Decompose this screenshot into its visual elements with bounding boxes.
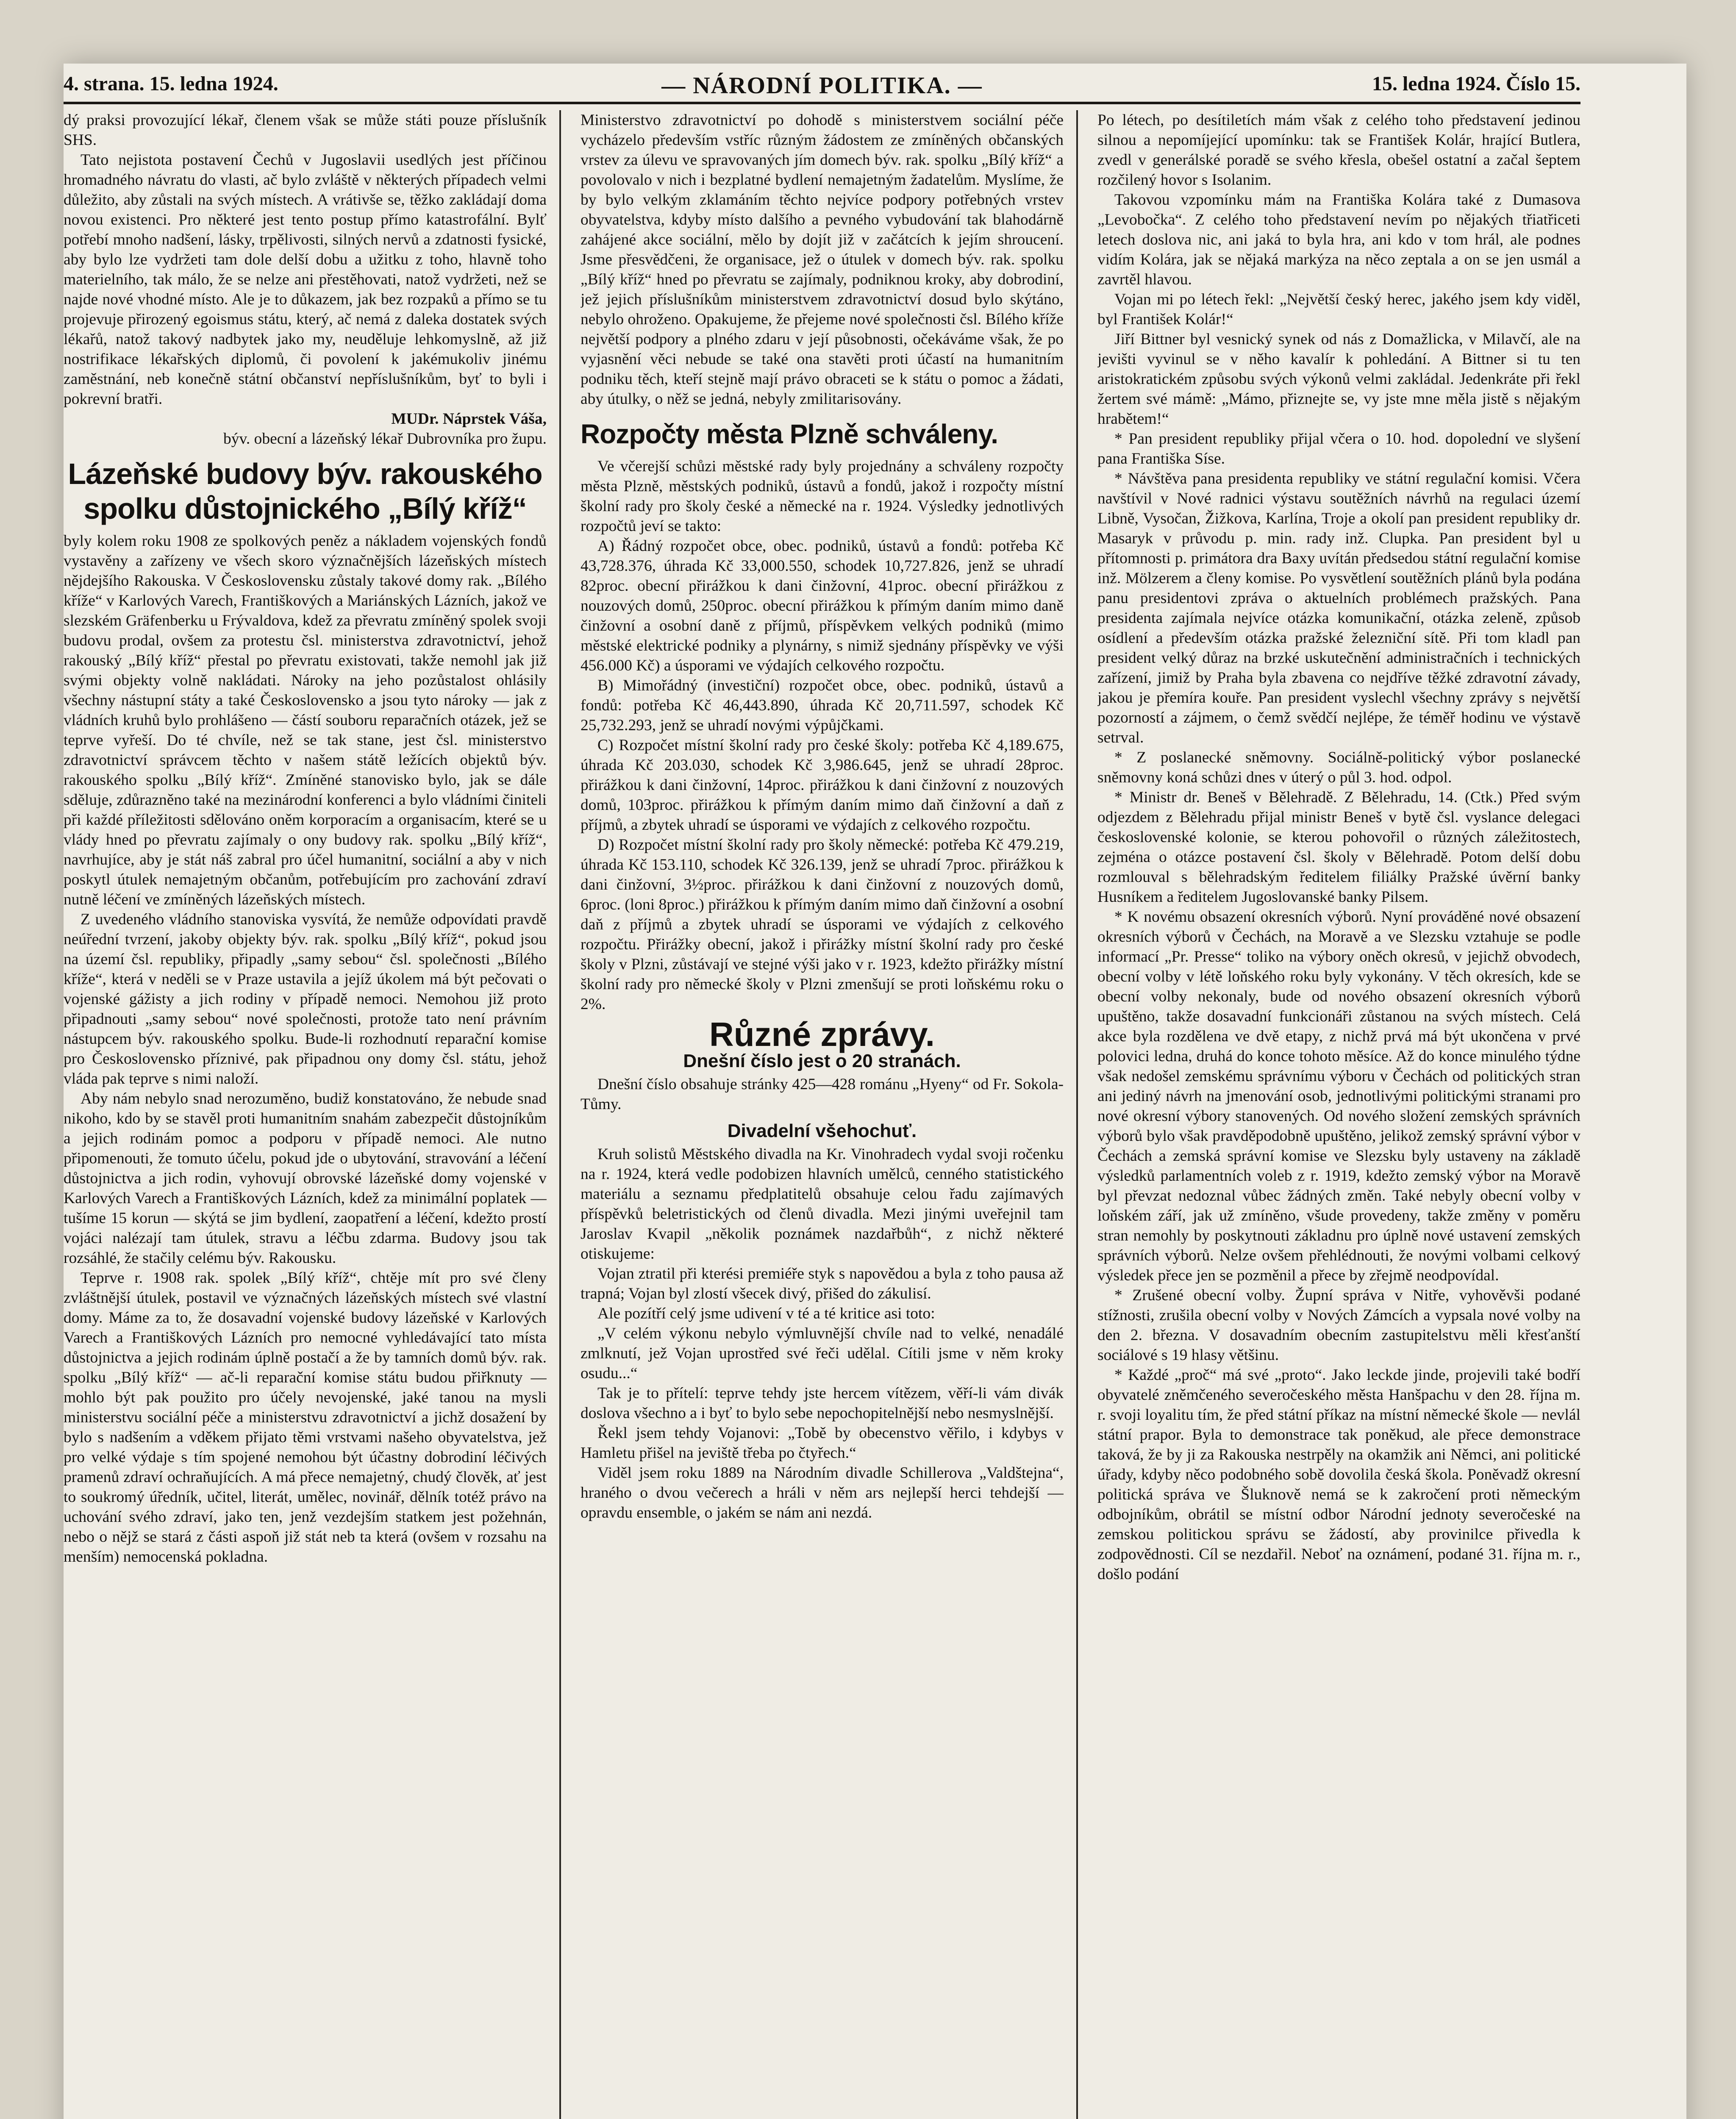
news-item: * Pan president republiky přijal včera o 10. hod. dopolední ve slyšení pana Františka Síse.: [1097, 430, 1580, 467]
paragraph: byly kolem roku 1908 ze spolkových peněz a nákladem vojenských fondů vystavěny a zařízeny ve všech skoro význačnějších lázeňských místech nějdejšího Rakouska. V Československu zůstaly takové domy rak. „Bílého kříže“ v Karlových Varech, Františkových a Mariánských Lázních, jakož ve slezském Gräfenberku u Frývaldova, kdež za převratu zmíněný spolek svoji budovu prodal, ovšem za protestu čsl. ministerstva zdravotnictví, jehož rakouský „Bílý kříž“ přestal po převratu existovati, takže nemohl jak již svými objekty volně nakládati. Nároky na jeho pozůstalost ohlásily všechny nástupní státy a také Československo a jsou tyto nároky — jak z vládních kruhů bylo prohlášeno — částí souboru reparačních otázek, jež se teprve vyřeší. Do té chvíle, než se tak stane, jest čsl. ministerstvo zdravotnictví správcem těchto v našem státě ležících objektů býv. rakouského spolku „Bílý kříž“. Zmíněné stanovisko bylo, jak se dále sděluje, zdůrazněno také na mezinárodní konferenci a bylo vládními činiteli při každé příležitosti sdělováno oněm korporacím a organisacím, které se u vlády hned po převratu zajímaly o ony budovy rak. spolku „Bílý kříž“, navrhujíce, aby je stát náš zabral pro účel humanitní, sociální a aby v nich poskytl útulek nemajetným občanům, potřebujícím pro zachování zdraví nutně léčení ve zmíněných lázeňských místech.: [64, 532, 547, 908]
paragraph: Po létech, po desítiletích mám však z celého toho představení jedinou silnou a nepomíjející upomínku: tak se František Kolár, hrající Butlera, zvedl v generálské poradě se svého křesla, obešel ostatní a začal šeptem rozčilený hovor s Isolanim.: [1097, 111, 1580, 189]
news-item: * Návštěva pana presidenta republiky ve státní regulační komisi. Včera navštívil v Nové radnici výstavu soutěžních návrhů na regulaci území Libně, Vysočan, Žižkova, Karlína, Troje a okolí pan president republiky dr. Masaryk v průvodu p. min. rady inž. Clupka. Pan president byl u přítomnosti p. primátora dra Baxy uvítán předsedou státní regulační komise inž. Mölzerem a členy komise. Po vysvětlení soutěžních plánů byla podána panu presidentovi zpráva o aktuelních problémech pražských. Pana presidenta zajímala nejvíce otázka komunikační, otázka zeleně, způsob osídlení a především otázka pražské železniční sítě. Při tom kladl pan president velký důraz na brzké uskutečnění administračních i technických zařízení, jimiž by Praha byla zbavena co nejdříve těžké zdravotní závady, jakou je přemíra kouře. Pan president vyslechl všechny zprávy s největší pozorností a zájmem, o čemž svědčí nejlépe, že téměř hodinu ve výstavě setrval.: [1097, 470, 1580, 746]
paragraph: Řekl jsem tehdy Vojanovi: „Tobě by obecenstvo věřilo, i kdybys v Hamletu přišel na jeviště třeba po čtyřech.“: [581, 1424, 1064, 1462]
paragraph: dý praksi provozující lékař, členem však se může státi pouze příslušník SHS.: [64, 111, 547, 149]
page-header: [64, 72, 1580, 104]
paragraph: Teprve r. 1908 rak. spolek „Bílý kříž“, chtěje mít pro své členy zvláštnější útulek, postavil ve význačných lázeňských místech své vlastní domy. Máme za to, že dosavadní vojenské budovy lázeňské v Karlových Varech a Františkových Lázních pro nemocné vyhledávající tato místa důstojnictva a jejich rodinám úplně postačí a že by tamních domů býv. rak. spolku „Bílý kříž“ — ač-li reparační komise státu budou přiřknuty — mohlo být pak použito pro účely nevojenské, jaké tanou na mysli ministerstvu sociální péče a ministerstvu zdravotnictví a jichž dosažení by bylo s nadšením a vděkem přijato těmi vrstvami našeho obyvatelstva, jež pro velké výdaje s tím spojené nemohou být účastny dobrodiní léčivých pramenů zdraví ochraňujících. A má přece nemajetný, chudý člověk, ať jest to soukromý úředník, učitel, literát, umělec, novinář, dělník totéž právo na uchování svého zdraví, jako ten, jenž vezdejším statkem jest požehnán, nebo o nějž se stará z části aspoň již stát neb ta která (ovšem v rozsahu na menším) nemocenská pokladna.: [64, 1269, 547, 1566]
paragraph: Kruh solistů Městského divadla na Kr. Vinohradech vydal svoji ročenku na r. 1924, která vedle podobizen hlavních umělců, cenného statistického materiálu a seznamu předplatitelů obsahuje celou řadu zajímavých příspěvků beletristických od členů divadla. Mezi jinými uveřejnil tam Jaroslav Kvapil „několik poznámek nazdařbůh“, z nichž některé otiskujeme:: [581, 1146, 1064, 1263]
article-headline: Lázeňské budovy býv. rakouského spolku důstojnického „Bílý kříž“: [68, 457, 542, 525]
news-item: * Zrušené obecní volby. Župní správa v Nitře, vyhověvši podané stížnosti, zrušila obecní volby v Nových Zámcích a vypsala nové volby na den 2. března. V dosavadním obecním zastupitelstvu měli křesťanští sociálové s 19 hlasy většinu.: [1097, 1287, 1580, 1364]
header-left: 4. strana. 15. ledna 1924.: [64, 72, 278, 95]
paragraph: B) Mimořádný (investiční) rozpočet obce, obec. podniků, ústavů a fondů: potřeba Kč 46,443.890, úhrada Kč 20,711.597, schodek Kč 25,732.293, jenž se uhradí novými výpůjčkami.: [581, 677, 1064, 734]
column-divider: [559, 110, 561, 2119]
sub-headline: Dnešní číslo jest o 20 stranách.: [683, 1051, 961, 1071]
paragraph: Vojan mi po létech řekl: „Největší český herec, jakého jsem kdy viděl, byl František Kolár!“: [1097, 291, 1580, 328]
column-2: [581, 110, 1064, 2119]
author-signature: MUDr. Náprstek Váša,: [391, 410, 547, 428]
paragraph: Z uvedeného vládního stanoviska vysvítá, že nemůže odpovídati pravdě neúřední tvrzení, jakoby objekty býv. rak. spolku „Bílý kříž“, pokud jsou na území čsl. republiky, připadly „samy sebou“ čsl. společnosti „Bílého kříže“, která v neděli se v Praze ustavila a jejíž úkolem má být pečovati o vojenské gážisty a jich rodiny v případě nemoci. Nemohou již proto připadnouti „samy sebou“ nové společnosti, protože tato není právním nástupcem býv. rakouského spolku. Bude-li rozhodnutí reparační komise pro Československo příznivé, pak připadnou ony domy čsl. státu, jehož vláda pak teprve s nimi naloží.: [64, 911, 547, 1087]
paragraph: Dnešní číslo obsahuje stránky 425—428 románu „Hyeny“ od Fr. Sokola-Tůmy.: [581, 1076, 1064, 1113]
news-item: * Každé „proč“ má své „proto“. Jako leckde jinde, projevili také bodří obyvatelé zněmčeného severočeského města Hanšpachu v den 28. října m. r. svoji loyalitu tím, že před státní příkaz na místní německé škole — nevlál státní prapor. Byla to demonstrace tak poněkud, ale přece demonstrace taková, že by ji za Rakouska nestrpěly na okamžik ani Němci, ani politické úřady, kdyby něco podobného sobě dovolila česká škola. Poněvadž okresní politická správa ve Šluknově nemá se k zakročení proti německým odbojníkům, obrátil se místní odbor Národní jednoty severočeské na zemskou politickou správu se žádostí, aby provinilce přivedla k zodpovědnosti. Cíl se nezdařil. Neboť na oznámení, podané 31. října m. r., došlo podání: [1097, 1366, 1580, 1583]
paragraph: Ministerstvo zdravotnictví po dohodě s ministerstvem sociální péče vycházelo především vstříc různým žádostem ze zmíněných občanských vrstev za úlevu ve spravovaných jím domech býv. rak. spolku „Bílý kříž“ a povolovalo v nich i bezplatné bydlení nemajetným žadatelům. Myslíme, že by bylo velkým zklamáním těchto nejvíce podpory potřebných vrstev obyvatelstva, kdyby místo dalšího a pevného vybudování tak blahodárně zahájené akce sociální, mělo by dojít již v začátcích k jejím shroucení. Jsme přesvědčeni, že organisace, jež o útulek v domech býv. rak. spolku „Bílý kříž“ hned po převratu se zajímaly, podniknou kroky, aby dobrodiní, jež jejich příslušníkům ministerstvem zdravotnictví dosud bylo skýtáno, nebylo ohroženo. Opakujeme, že přejeme nové společnosti čsl. Bílého kříže největší podpory a plného zdaru v její působnosti, očekáváme však, že po vyjasnění věci nebude se také ona stavěti proti účastí na humanitním podniku těch, kteří stejně mají právo obraceti se k státu o pomoc a žádati, aby útulky, o něž se jedná, nebyly zmilitarisovány.: [581, 111, 1064, 408]
column-1: [64, 110, 547, 2119]
paragraph: Ale pozítří celý jsme udivení v té a té kritice asi toto:: [597, 1305, 935, 1322]
paragraph: „V celém výkonu nebylo výmluvnější chvíle nad to velké, nenadálé zmlknutí, jež Vojan uprostřed své řeči udělal. Cítili jsme v něm kroky osudu...“: [581, 1325, 1064, 1382]
article-headline: Rozpočty města Plzně schváleny.: [581, 419, 998, 449]
paragraph: Tato nejistota postavení Čechů v Jugoslavii usedlých jest příčinou hromadného návratu do vlasti, ač bylo zvláště v některých případech velmi důležito, aby zůstali na svých místech. A vrátivše se, těžko zakládají doma novou existenci. Pro některé jest tento postup přímo katastrofální. Bylť potřebí mnoho nadšení, lásky, trpělivosti, silných nervů a zdatnosti fysické, aby bylo lze vydržeti tam dole delší dobu a užitku z toho, hlavně toho materielního, tak málo, že se nelze ani přestěhovati, natož vydržeti, než se najde nové vhodné místo. Ale je to důkazem, jak bez rozpaků a přímo se tu projevuje přirozený egoismus státu, který, ač nemá z daleka dostatek svých lékařů, natož takový nadbytek jako my, neuděluje lehkomyslně, až již nostrifikace lékařských diplomů, či povolení k jakémukoliv jinému zaměstnání, neb konečně státní občanství nepříslušníkům, byť to byli i pokrevní bratři.: [64, 151, 547, 408]
paragraph: Ve včerejší schůzi městské rady byly projednány a schváleny rozpočty města Plzně, městských podniků, ústavů a fondů, jakož i rozpočty místní školní rady pro školy české a německé na r. 1924. Výsledky jednotlivých rozpočtů jeví se takto:: [581, 458, 1064, 535]
paragraph: Vojan ztratil při kterési premiéře styk s napovědou a byla z toho pausa až trapná; Vojan byl zlostí všecek divý, přišed do zákulisí.: [581, 1265, 1064, 1302]
paragraph: Aby nám nebylo snad nerozuměno, budiž konstatováno, že nebude snad nikoho, kdo by se stavěl proti humanitním snahám zabezpečit důstojníkům a jejich rodinám pomoc a podporu v případě nemoci. Ale nutno připomenouti, že tomuto účelu, pokud jde o ubytování, stravování a léčení důstojnictva a jich rodin, vyhovují obrovské lázeňské domy vojenské v Karlových Varech a Františkových Lázních, kdež za minimální poplatek — tušíme 15 korun — skýtá se jim bydlení, zaopatření a léčení, kdežto prostí vojáci nalézají tam útulek, stravu a léčbu zdarma. Budovy jsou tak rozsáhlé, že stačily celému býv. Rakousku.: [64, 1090, 547, 1267]
paragraph: C) Rozpočet místní školní rady pro české školy: potřeba Kč 4,189.675, úhrada Kč 203.030, schodek Kč 3,986.645, jenž se uhradí 28proc. přirážkou k dani činžovní, 14proc. přirážkou k dani činžovní z nouzových domů, 103proc. přirážkou k přímým daním mimo daň činžovní a daň z příjmů, a zbytek uhradí se úsporami ve výdajích z celkového rozpočtu.: [581, 737, 1064, 834]
masthead-title: — NÁRODNÍ POLITIKA. —: [661, 72, 983, 99]
news-item: * Ministr dr. Beneš v Bělehradě. Z Bělehradu, 14. (Ctk.) Před svým odjezdem z Bělehradu přijal ministr Beneš v bytě čsl. vyslance delegaci československé kolonie, se kterou pohovořil o různých záležitostech, zejména o otázce postavení čsl. školy v Bělehradě. Potom delší dobu rozmlouval s bělehradským ředitelem filiálky Pražské úvěrní banky Husníkem a ředitelem Jugoslovanské banky Pilsem.: [1097, 789, 1580, 906]
paragraph: Jiří Bittner byl vesnický synek od nás z Domažlicka, v Milavčí, ale na jevišti vyvinul se v něho kavalír k pohledání. A Bittner si tu ten aristokratickém způsobu svých výkonů velmi zakládal. Jedenkráte při řekl žertem své mámě: „Mámo, přiznejte se, vy jste mne měla jistě s nějakým hrabětem!“: [1097, 331, 1580, 428]
sub-headline: Divadelní všehochuť.: [727, 1121, 917, 1141]
paragraph: Tak je to přítelí: teprve tehdy jste hercem vítězem, věří-li vám divák doslova všechno a i byť to bylo sebe nepochopitelnější nebo nesmyslnější.: [581, 1385, 1064, 1422]
paragraph: A) Řádný rozpočet obce, obec. podniků, ústavů a fondů: potřeba Kč 43,728.376, úhrada Kč 33,000.550, schodek 10,727.826, jenž se uhradí 82proc. obecní přirážkou k dani činžovní, 41proc. obecní přirážkou z nouzových domů, 250proc. obecní přirážkou k přímým daním mimo daně činžovní a osobní daně z příjmů, příspěvkem velkých podniků (mimo městské elektrické podniky a plynárny, s nimiž sjednány příspěvky ve výši 456.000 Kč) a úsporami ve výdajích celkového rozpočtu.: [581, 537, 1064, 674]
news-item: * K novému obsazení okresních výborů. Nyní prováděné nové obsazení okresních výborů v Čechách, na Moravě a ve Slezsku vztahuje se podle informací „Pr. Presse“ toliko na výbory oněch okresů, v jejichž obvodech, obecní volby v létě loňského roku byly vykonány. V těch okresích, kde se obecní volby nekonaly, bude od nového obsazení okresních výborů upuštěno, takže dosavadní funkcionáři zůstanou na svých místech. Celá akce byla rozdělena ve dvě etapy, z nichž prvá má být ukončena v prvé polovici ledna, druhá do konce tohoto měsíce. Až do konce minulého týdne však nedošel zemskému správnímu výboru v Čechách od politických stran ani jediný návrh na jmenování osob, jednotlivými politickými stranami pro nové okresní výbory stanovených. Od nového složení zemských správních výborů bylo však pravděpodobně upuštěno, jelikož zemský správní výbor v Čechách a zemská správní komise ve Slezsku byly ustaveny na základě výsledků parlamentních voleb z r. 1919, kdežto zemský výbor na Moravě byl převzat nedoznal vůbec žádných změn. Také nebyly obecní volby v loňském září, jak už zmíněno, všude provedeny, takže změny v poměru stran nemohly by poskytnouti základnu pro úplně nové ustavení zemských správních výborů. Nelze ovšem přehlédnouti, že novými volbami celkový výsledek přece jen se pozměnil a přece by zřejmě neodpovídal.: [1097, 908, 1580, 1284]
paragraph: D) Rozpočet místní školní rady pro školy německé: potřeba Kč 479.219, úhrada Kč 153.110, schodek Kč 326.139, jenž se uhradí 7proc. přirážkou k dani činžovní, 3½proc. přirážkou k dani činžovní z nouzových domů, 6proc. (loni 8proc.) přirážkou k přímým daním mimo daň činžovní a osobní daň z příjmů a zbytek uhradí se úsporami ve výdajích z celkového rozpočtu. Přirážky obecní, jakož i přirážky místní školní rady pro české školy v Plzni, zůstávají ve stejné výši jako v r. 1923, kdežto přirážky místní školní rady pro německé školy v Plzni zmenšují se proti loňskému roku o 2%.: [581, 836, 1064, 1013]
column-divider: [1076, 110, 1078, 2119]
column-3: [1097, 110, 1580, 2119]
paragraph: Viděl jsem roku 1889 na Národním divadle Schillerova „Valdštejna“, hraného o dvou večerech a hráli v něm ars nejlepší herci tehdejší — opravdu ensemble, o jakém se nám ani nezdá.: [581, 1464, 1064, 1521]
author-title: býv. obecní a lázeňský lékař Dubrovníka pro župu.: [223, 430, 547, 448]
news-item: * Z poslanecké sněmovny. Sociálně-politický výbor poslanecké sněmovny koná schůzi dnes v úterý o půl 3. hod. odpol.: [1097, 749, 1580, 786]
paragraph: Takovou vzpomínku mám na Františka Kolára také z Dumasova „Levobočka“. Z celého toho představení nevím po nějakých třiatřiceti letech doslova nic, ani jaká to byla hra, ani kdo v tom hrál, ale podnes vidím Kolára, jak se nějaká markýza na něco zeptala a on se jen usmál a zavrtěl hlavou.: [1097, 191, 1580, 288]
section-headline: Různé zprávy.: [709, 1015, 935, 1053]
header-right: 15. ledna 1924. Číslo 15.: [1372, 72, 1580, 95]
